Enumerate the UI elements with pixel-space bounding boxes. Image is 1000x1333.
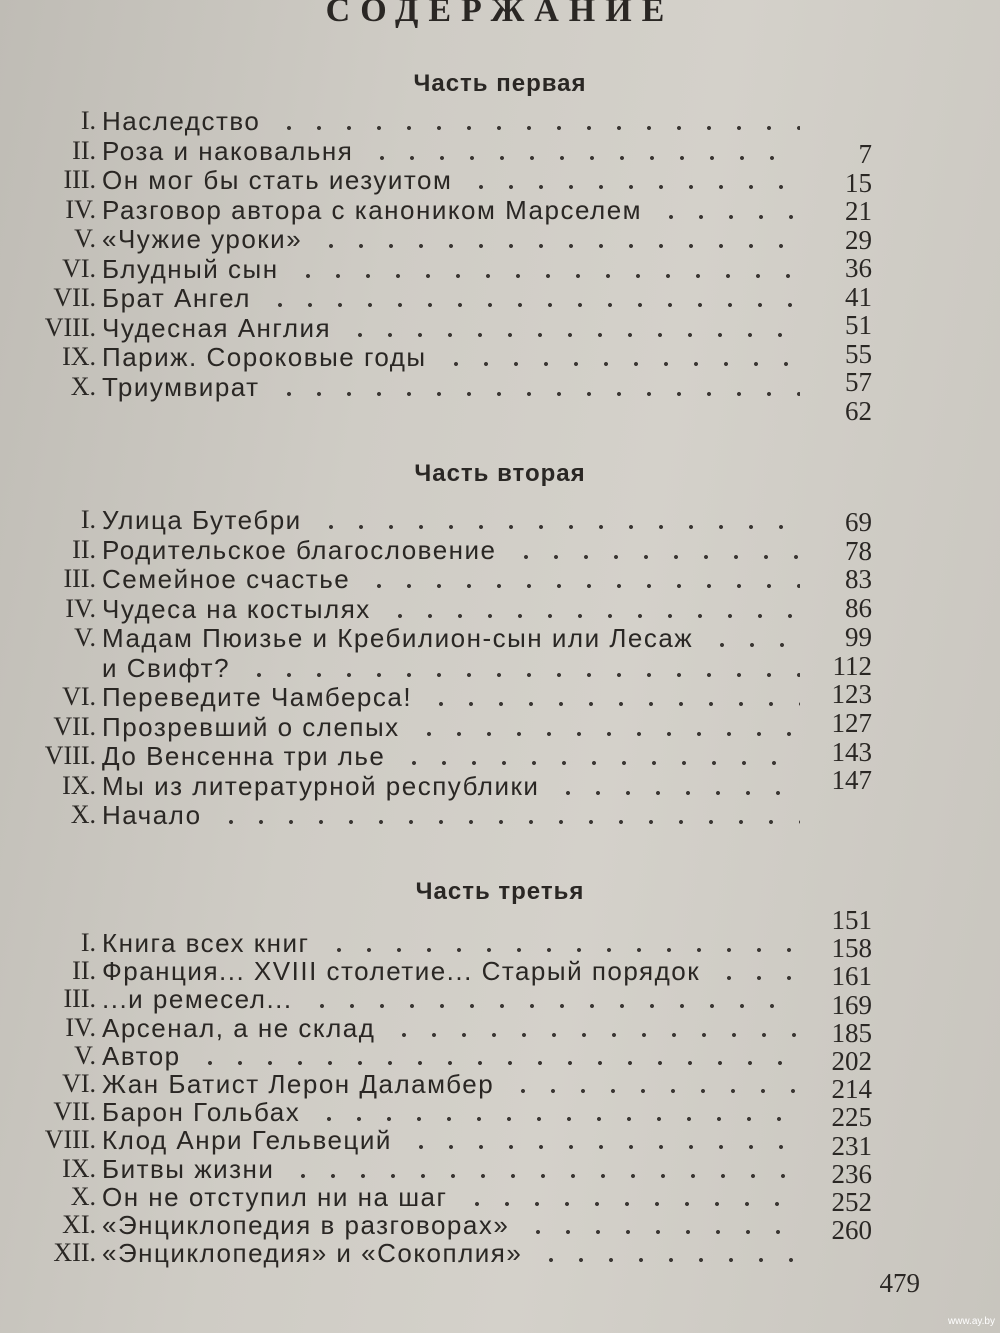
page-ref: 202 (831, 1046, 872, 1076)
toc-entry (0, 741, 880, 771)
page-ref: 185 (831, 1017, 872, 1048)
dot-leader (274, 392, 800, 396)
chapter-number: VI. (62, 1069, 96, 1098)
toc-entry (0, 984, 880, 1014)
chapter-title: Париж. Сороковые годы (102, 342, 427, 372)
toc-entry (0, 165, 880, 198)
chapter-number: II. (72, 135, 96, 165)
page-ref: 69 (845, 507, 872, 537)
page-ref: 225 (831, 1102, 872, 1133)
chapter-title: Роза и наковальня (102, 135, 354, 166)
contents-heading: СОДЕРЖАНИЕ (325, 0, 675, 29)
toc-entry (0, 505, 880, 535)
toc-entry (0, 1210, 880, 1240)
chapter-number: IV. (65, 1012, 96, 1042)
chapter-title: Брат Ангел (102, 283, 251, 313)
chapter-title: Семейное счастье (102, 564, 351, 594)
page-ref: 36 (845, 253, 872, 283)
toc-entry (0, 1097, 880, 1127)
page-ref: 169 (831, 989, 872, 1020)
chapter-title: Улица Бутебри (102, 505, 302, 535)
chapter-number: IV. (65, 194, 96, 224)
chapter-number: IX. (62, 1153, 96, 1183)
chapter-title: Чудеса на костылях (102, 593, 371, 624)
toc-entry (0, 956, 880, 986)
chapter-number: XII. (53, 1238, 96, 1268)
chapter-title: Разговор автора с каноником Марселем (102, 194, 643, 225)
page-ref: 147 (831, 765, 872, 796)
toc-entry (0, 372, 880, 402)
toc-entry (0, 564, 880, 594)
chapter-title: Блудный сын (102, 253, 279, 284)
chapter-title: Он не отступил ни на шаг (102, 1181, 448, 1212)
chapter-title: Клод Анри Гельвеций (102, 1125, 392, 1156)
chapter-title: ...и ремесел... (102, 984, 293, 1015)
chapter-number: III. (63, 564, 96, 593)
dot-leader (441, 362, 800, 366)
dot-leader (316, 244, 800, 248)
chapter-title: Наследство (102, 106, 261, 136)
dot-leader (265, 303, 800, 307)
page-ref: 78 (845, 535, 872, 566)
dot-leader (293, 274, 800, 278)
page-ref: 29 (845, 224, 872, 255)
toc-entry (0, 1013, 880, 1043)
dot-leader (414, 732, 800, 736)
dot-leader (307, 1004, 800, 1008)
chapter-number: IX. (62, 770, 96, 800)
dot-leader (364, 584, 800, 588)
page-ref: 161 (831, 961, 872, 992)
page-ref: 99 (845, 621, 872, 652)
toc-entry (0, 224, 880, 254)
toc-entry (0, 623, 880, 653)
dot-leader (367, 156, 800, 160)
dot-leader (536, 1258, 800, 1262)
dot-leader (553, 791, 800, 795)
chapter-number: VII. (53, 711, 96, 741)
dot-leader (523, 1230, 800, 1234)
toc-entry (0, 1069, 880, 1099)
chapter-number: V. (74, 623, 96, 652)
dot-leader (714, 976, 800, 980)
page-ref: 252 (831, 1187, 872, 1217)
chapter-title: Книга всех книг (102, 928, 310, 958)
toc-entry (0, 928, 880, 958)
toc-entry (0, 1182, 880, 1212)
chapter-number: VIII. (44, 741, 96, 770)
page-ref: 236 (831, 1158, 872, 1189)
chapter-title: Жан Батист Лерон Даламбер (102, 1069, 495, 1099)
toc-entry (0, 771, 880, 801)
page-ref: 158 (831, 933, 872, 964)
page-ref: 86 (845, 593, 872, 624)
dot-leader (288, 1174, 800, 1178)
page-ref: 7 (858, 139, 872, 169)
chapter-title: Родительское благословение (102, 534, 497, 565)
page-ref: 260 (831, 1215, 872, 1246)
chapter-title: Переведите Чамберса! (102, 682, 413, 712)
dot-leader (244, 673, 800, 677)
dot-leader (508, 1089, 800, 1093)
page-ref: 41 (845, 281, 872, 312)
dot-leader (466, 185, 800, 189)
toc-entry (0, 254, 880, 284)
chapter-title: Триумвират (102, 371, 260, 402)
chapter-number: VI. (62, 253, 96, 283)
dot-leader (345, 333, 800, 337)
dot-leader (274, 126, 800, 130)
chapter-title: Мы из литературной республики (102, 770, 540, 801)
chapter-title: Битвы жизни (102, 1153, 275, 1184)
chapter-number: VIII. (44, 1125, 96, 1155)
chapter-number: VII. (53, 283, 96, 312)
page-ref: 143 (831, 736, 872, 767)
toc-entry (0, 535, 880, 565)
page-ref: 123 (831, 679, 872, 710)
part-1-title: Часть первая (413, 70, 587, 97)
toc-entry (0, 679, 880, 712)
chapter-title: Мадам Пюизье и Кребилион-сын или Лесаж (102, 623, 694, 653)
dot-leader (399, 761, 800, 765)
toc-entry (0, 800, 880, 830)
dot-leader (195, 1061, 800, 1065)
toc-entry (0, 1041, 880, 1071)
chapter-number: III. (63, 984, 96, 1014)
chapter-number: VII. (53, 1097, 96, 1127)
toc-entry (0, 1125, 880, 1155)
chapter-title: Начало (102, 800, 202, 830)
chapter-title: Прозревший о слепых (102, 711, 400, 742)
page-ref: 214 (831, 1074, 872, 1105)
chapter-number: VI. (62, 682, 96, 711)
page-ref: 51 (845, 310, 872, 340)
page-ref: 57 (845, 367, 872, 397)
chapter-title: До Венсенна три лье (102, 741, 386, 771)
page-ref: 127 (831, 707, 872, 738)
dot-leader (324, 948, 800, 952)
dot-leader (385, 614, 800, 618)
dot-leader (406, 1145, 800, 1149)
toc-entry (0, 195, 880, 225)
chapter-number: I. (80, 505, 96, 534)
dot-leader (389, 1033, 800, 1037)
chapter-number: II. (72, 534, 96, 564)
chapter-number: V. (74, 1040, 96, 1070)
toc-entry (0, 135, 880, 169)
dot-leader (707, 643, 800, 647)
chapter-number: III. (63, 165, 96, 194)
chapter-title: «Энциклопедия в разговорах» (102, 1210, 510, 1240)
chapter-number: XI. (62, 1210, 96, 1239)
dot-leader (216, 820, 800, 824)
chapter-title: Он мог бы стать иезуитом (102, 165, 453, 195)
chapter-number: II. (72, 956, 96, 986)
page-ref: 231 (831, 1130, 872, 1161)
dot-leader (656, 215, 800, 219)
chapter-title: Чудесная Англия (102, 312, 332, 343)
chapter-title: Барон Гольбах (102, 1097, 301, 1128)
dot-leader (426, 702, 800, 706)
chapter-title: Автор (102, 1040, 181, 1071)
toc-entry (0, 338, 880, 372)
chapter-title: и Свифт? (102, 652, 231, 683)
toc-entry (0, 1154, 880, 1184)
chapter-number: IX. (62, 342, 96, 371)
toc-entry (0, 712, 880, 742)
chapter-title: «Энциклопедия» и «Сокоплия» (102, 1238, 523, 1269)
toc-entry (0, 310, 880, 343)
chapter-number: X. (70, 371, 96, 401)
page-ref: 15 (845, 167, 872, 198)
page-ref: 83 (845, 564, 872, 595)
toc-entry (0, 1238, 880, 1268)
toc-entry (0, 650, 880, 683)
toc-entry (0, 283, 880, 313)
watermark: www.ay.by (947, 1316, 995, 1327)
page-ref: 21 (845, 196, 872, 226)
page-ref: 62 (845, 395, 872, 426)
part-2-title: Часть вторая (414, 460, 586, 487)
chapter-title: «Чужие уроки» (102, 224, 303, 254)
chapter-number: I. (80, 106, 96, 135)
page-ref: 151 (831, 905, 872, 935)
chapter-number: V. (74, 224, 96, 253)
page-ref: 112 (832, 650, 872, 681)
toc-entry (0, 106, 880, 136)
dot-leader (314, 1117, 800, 1121)
chapter-number: I. (80, 928, 96, 957)
chapter-title: Франция... XVIII столетие... Старый порядок (102, 956, 701, 987)
chapter-number: X. (70, 800, 96, 829)
chapter-title: Арсенал, а не склад (102, 1012, 376, 1043)
chapter-number: VIII. (44, 312, 96, 342)
dot-leader (462, 1202, 800, 1206)
dot-leader (511, 555, 800, 559)
dot-leader (316, 525, 800, 529)
toc-entry (0, 594, 880, 624)
page-ref: 55 (845, 338, 872, 369)
chapter-number: IV. (65, 593, 96, 623)
chapter-number: X. (70, 1181, 96, 1211)
page-number: 479 (879, 1268, 920, 1298)
part-3-title: Часть третья (415, 878, 585, 905)
